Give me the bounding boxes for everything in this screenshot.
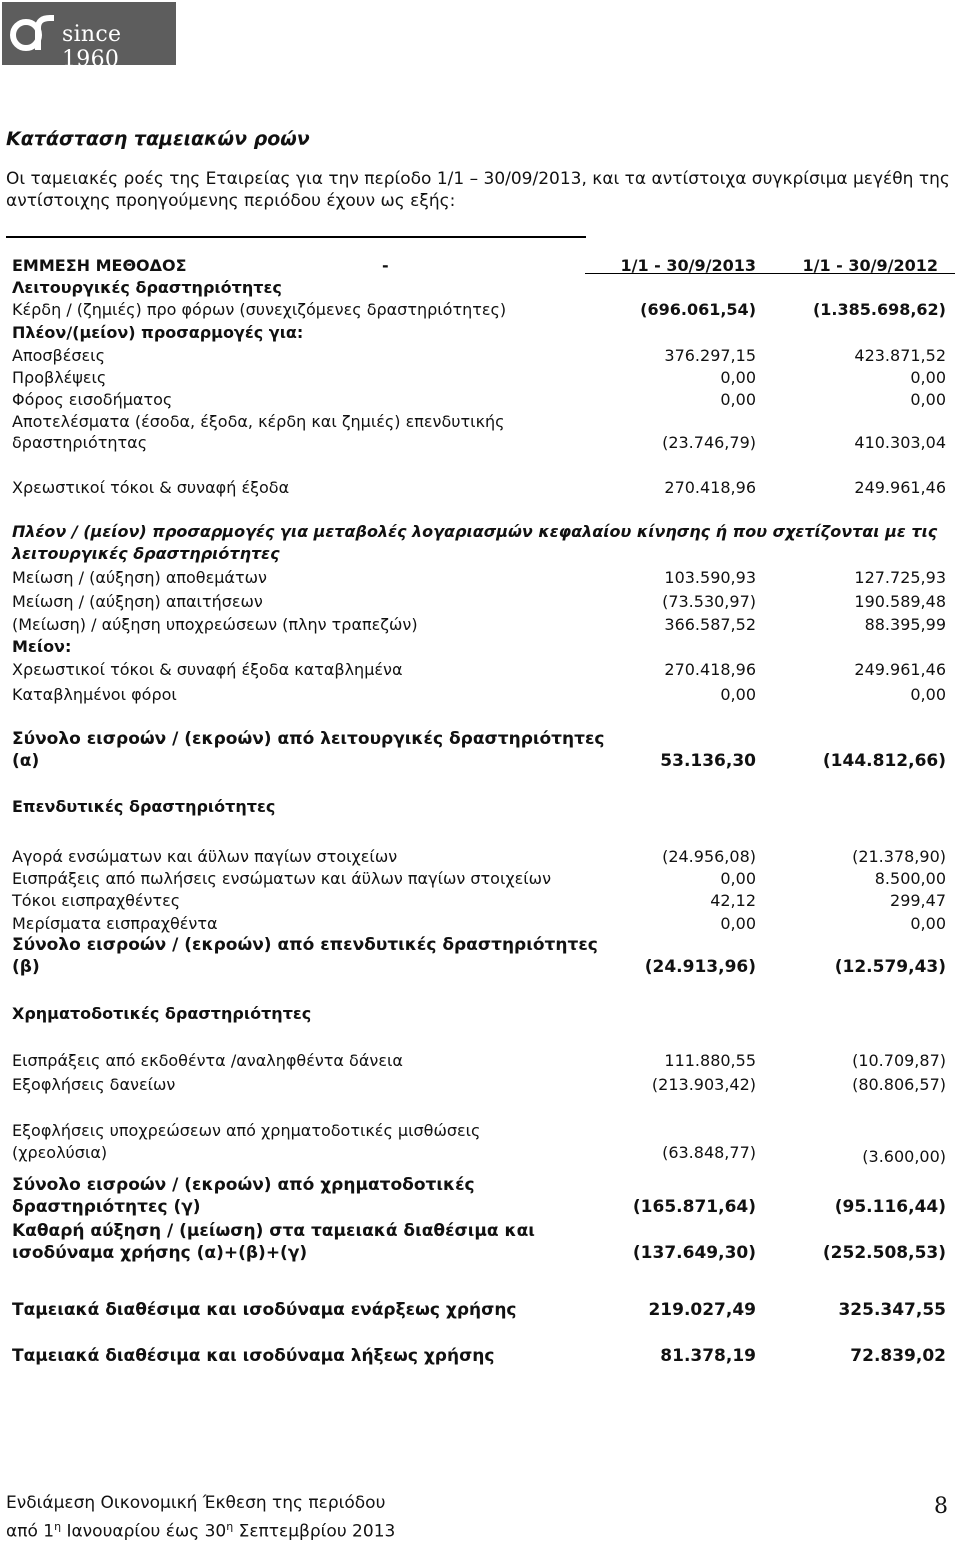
row-label: Αποσβέσεις	[12, 346, 105, 365]
total-value-2013: 53.136,30	[660, 751, 756, 771]
row-value-2012: (10.709,87)	[852, 1051, 946, 1070]
row-value-2012: 190.589,48	[854, 592, 946, 611]
row-value-2013: (73.530,97)	[662, 592, 756, 611]
row-value-2012: 410.303,04	[854, 433, 946, 452]
total-label: ισοδύναμα χρήσης (α)+(β)+(γ)	[12, 1243, 308, 1263]
row-value-2013: 376.297,15	[664, 346, 756, 365]
total-label: Σύνολο εισροών / (εκροών) από λειτουργικές δραστηριότητες	[12, 729, 605, 749]
working-capital-title: Πλέον / (μείον) προσαρμογές για μεταβολές λογαριασμών κεφαλαίου κίνησης ή που σχετίζονται με τις	[12, 522, 938, 541]
row-value-2013: (24.956,08)	[662, 847, 756, 866]
row-value-2012: (3.600,00)	[862, 1147, 946, 1166]
row-value-2012: 127.725,93	[854, 568, 946, 587]
footer-superscript: η	[226, 1520, 234, 1533]
row-label: Αγορά ενσώματων και άϋλων παγίων στοιχείων	[12, 847, 398, 866]
row-label: Προβλέψεις	[12, 368, 107, 387]
less-title: Μείον:	[12, 637, 72, 656]
total-label: (β)	[12, 957, 40, 977]
row-value-2012: 249.961,46	[854, 478, 946, 497]
page-title: Κατάσταση ταμειακών ροών	[6, 128, 310, 150]
working-capital-title-cont: λειτουργικές δραστηριότητες	[12, 544, 280, 563]
row-value-2013: 0,00	[720, 390, 756, 409]
total-value-2012: (95.116,44)	[834, 1197, 946, 1217]
intro-paragraph: Οι ταμειακές ροές της Εταιρείας για την περίοδο 1/1 – 30/09/2013, και τα αντίστοιχα συγκρίσιμα μεγέθη της αντίστοιχης προηγούμενης περιόδου έχουν ως εξής:	[6, 169, 950, 211]
total-value-2012: (144.812,66)	[822, 751, 946, 771]
row-label: Εξοφλήσεις υποχρεώσεων από χρηματοδοτικές μισθώσεις	[12, 1121, 481, 1140]
header-dash: -	[382, 256, 389, 275]
footer-superscript: η	[54, 1520, 62, 1533]
row-label: δραστηριότητας	[12, 433, 148, 452]
company-logo	[2, 2, 176, 72]
row-label: Καταβλημένοι φόροι	[12, 685, 177, 704]
row-label: Μερίσματα εισπραχθέντα	[12, 914, 218, 933]
row-label: Μείωση / (αύξηση) απαιτήσεων	[12, 592, 263, 611]
row-value-2012: 88.395,99	[864, 615, 946, 634]
row-value-2013: 0,00	[720, 914, 756, 933]
row-value-2013: (696.061,54)	[640, 300, 756, 319]
total-label: δραστηριότητες (γ)	[12, 1197, 201, 1217]
page-number: 8	[934, 1494, 948, 1519]
row-value-2012: 8.500,00	[874, 869, 946, 888]
row-value-2012: 423.871,52	[854, 346, 946, 365]
logo-text: since 1960	[62, 22, 122, 72]
row-label: Κέρδη / (ζημιές) προ φόρων (συνεχιζόμενες δραστηριότητες)	[12, 300, 507, 319]
row-value-2012: (1.385.698,62)	[812, 300, 946, 319]
row-value-2013: 111.880,55	[664, 1051, 756, 1070]
row-value-2013: (63.848,77)	[662, 1143, 756, 1162]
total-value-2012: (252.508,53)	[822, 1243, 946, 1263]
row-label: Εισπράξεις από εκδοθέντα /αναληφθέντα δάνεια	[12, 1051, 403, 1070]
total-label: (α)	[12, 751, 40, 771]
row-value-2012: 0,00	[910, 914, 946, 933]
row-label: Αποτελέσματα (έσοδα, έξοδα, κέρδη και ζημιές) επενδυτικής	[12, 412, 505, 431]
header-col-2013: 1/1 - 30/9/2013	[620, 256, 756, 275]
row-value-2013: 270.418,96	[664, 478, 756, 497]
row-label: Μείωση / (αύξηση) αποθεμάτων	[12, 568, 267, 587]
financing-activities-title: Χρηματοδοτικές δραστηριότητες	[12, 1004, 312, 1023]
row-value-2013: 270.418,96	[664, 660, 756, 679]
total-label: Ταμειακά διαθέσιμα και ισοδύναμα λήξεως χρήσης	[12, 1346, 495, 1366]
total-value-2012: 72.839,02	[850, 1346, 946, 1366]
total-label: Καθαρή αύξηση / (μείωση) στα ταμειακά διαθέσιμα και	[12, 1221, 535, 1241]
header-underline	[585, 273, 955, 274]
total-value-2012: 325.347,55	[838, 1300, 946, 1320]
row-value-2012: 249.961,46	[854, 660, 946, 679]
row-value-2013: 0,00	[720, 869, 756, 888]
footer-line-2	[6, 1515, 395, 1544]
adjustments-title: Πλέον/(μείον) προσαρμογές για:	[12, 323, 304, 342]
row-value-2012: 0,00	[910, 368, 946, 387]
footer-text: Ιανουαρίου έως 30	[61, 1521, 227, 1542]
footer-line-1: Ενδιάμεση Οικονομική Έκθεση της περιόδου	[6, 1493, 386, 1513]
total-value-2013: 81.378,19	[660, 1346, 756, 1366]
row-label: Χρεωστικοί τόκοι & συναφή έξοδα	[12, 478, 290, 497]
method-label: ΕΜΜΕΣΗ ΜΕΘΟΔΟΣ	[12, 256, 187, 275]
row-label: Τόκοι εισπραχθέντες	[12, 891, 181, 910]
total-value-2012: (12.579,43)	[834, 957, 946, 977]
row-value-2013: 0,00	[720, 685, 756, 704]
operating-activities-title: Λειτουργικές δραστηριότητες	[12, 278, 282, 297]
total-value-2013: 219.027,49	[648, 1300, 756, 1320]
row-value-2013: (23.746,79)	[662, 433, 756, 452]
footer-text: Σεπτεμβρίου 2013	[233, 1521, 396, 1542]
row-value-2013: 366.587,52	[664, 615, 756, 634]
row-value-2013: 42,12	[710, 891, 756, 910]
footer-text: από 1	[6, 1521, 55, 1542]
row-value-2013: 0,00	[720, 368, 756, 387]
total-value-2013: (137.649,30)	[632, 1243, 756, 1263]
row-value-2013: 103.590,93	[664, 568, 756, 587]
row-value-2012: 299,47	[890, 891, 946, 910]
row-label: Εξοφλήσεις δανείων	[12, 1075, 176, 1094]
total-label: Ταμειακά διαθέσιμα και ισοδύναμα ενάρξεως χρήσης	[12, 1300, 517, 1320]
total-value-2013: (24.913,96)	[644, 957, 756, 977]
logo-mark-icon	[8, 10, 58, 56]
row-label: (Μείωση) / αύξηση υποχρεώσεων (πλην τραπεζών)	[12, 615, 418, 634]
row-value-2012: (80.806,57)	[852, 1075, 946, 1094]
row-value-2012: 0,00	[910, 685, 946, 704]
top-divider	[6, 236, 586, 238]
total-label: Σύνολο εισροών / (εκροών) από χρηματοδοτικές	[12, 1175, 475, 1195]
row-label: (χρεολύσια)	[12, 1143, 108, 1162]
total-value-2013: (165.871,64)	[632, 1197, 756, 1217]
row-value-2012: 0,00	[910, 390, 946, 409]
total-label: Σύνολο εισροών / (εκροών) από επενδυτικές δραστηριότητες	[12, 935, 598, 955]
row-label: Εισπράξεις από πωλήσεις ενσώματων και άϋλων παγίων στοιχείων	[12, 869, 552, 888]
header-col-2012: 1/1 - 30/9/2012	[802, 256, 938, 275]
row-label: Φόρος εισοδήματος	[12, 390, 173, 409]
row-value-2013: (213.903,42)	[651, 1075, 756, 1094]
row-value-2012: (21.378,90)	[852, 847, 946, 866]
investing-activities-title: Επενδυτικές δραστηριότητες	[12, 797, 276, 816]
row-label: Χρεωστικοί τόκοι & συναφή έξοδα καταβλημένα	[12, 660, 403, 679]
